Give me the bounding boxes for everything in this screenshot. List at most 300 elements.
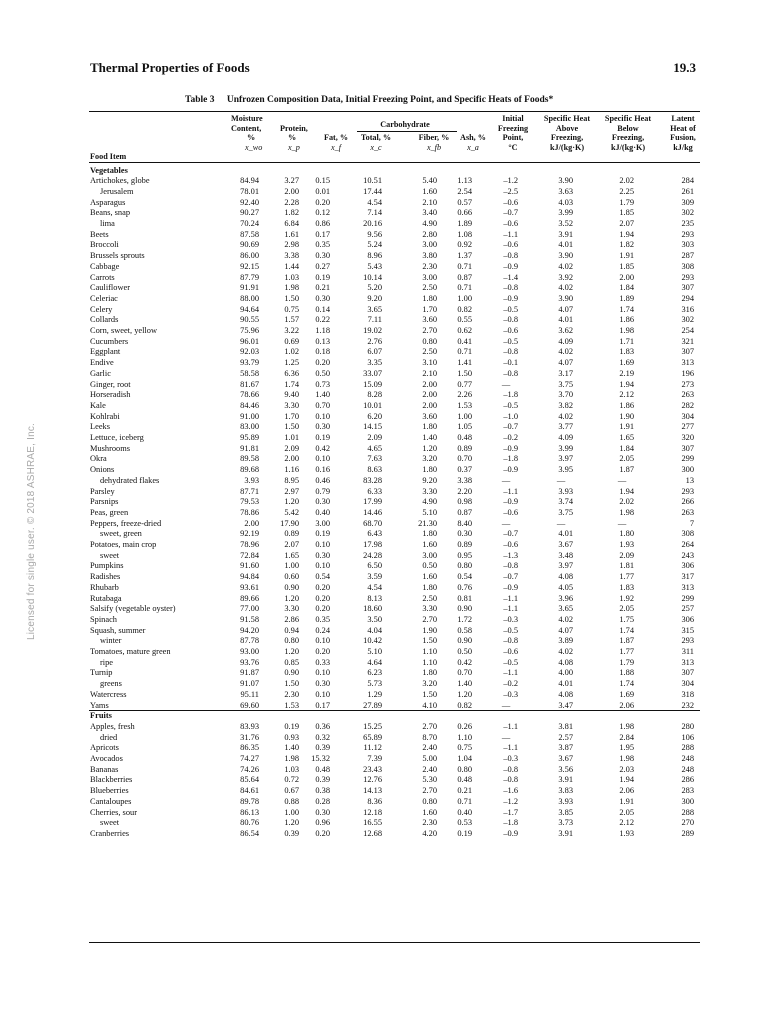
cell-moisture: 91.60 <box>240 561 259 571</box>
cell-moisture: 89.68 <box>240 465 259 475</box>
food-item-name: lima <box>100 219 115 228</box>
cell-fat: 0.10 <box>315 561 330 571</box>
cell-fat: 0.39 <box>315 743 330 753</box>
cell-carb-fiber: 2.00 <box>422 379 437 389</box>
cell-moisture: 93.79 <box>240 358 259 368</box>
table-title: Unfrozen Composition Data, Initial Freezing Point, and Specific Heats of Foods* <box>226 95 554 105</box>
cell-fat: 0.20 <box>315 647 330 656</box>
cell-specific-heat-below: 2.84 <box>619 732 634 742</box>
cell-protein: 17.90 <box>280 518 299 528</box>
cell-protein: 0.39 <box>284 828 299 838</box>
cell-fat: 0.35 <box>315 240 330 250</box>
cell-moisture: 89.78 <box>240 796 259 806</box>
cell-carb-fiber: 2.30 <box>422 818 437 828</box>
header-moisture: Moisture Content, % x_wo <box>231 114 263 152</box>
cell-latent-heat: 293 <box>681 486 694 496</box>
cell-specific-heat-above: 3.74 <box>558 497 573 507</box>
cell-carb-total: 8.63 <box>367 465 382 475</box>
cell-ash: 0.57 <box>457 197 472 207</box>
cell-specific-heat-below: 1.93 <box>619 540 634 549</box>
food-item-name: Celeriac <box>90 293 118 303</box>
cell-carb-fiber: 4.90 <box>422 497 437 507</box>
cell-specific-heat-above: 3.96 <box>558 593 573 603</box>
food-item-name: Spinach <box>90 614 117 624</box>
cell-carb-fiber: 2.00 <box>422 400 437 410</box>
cell-fat: 0.54 <box>315 572 330 582</box>
cell-carb-fiber: 3.60 <box>422 315 437 325</box>
cell-ash: 0.48 <box>457 775 472 785</box>
cell-carb-total: 15.25 <box>363 721 382 731</box>
cell-specific-heat-above: 3.81 <box>558 721 573 731</box>
cell-specific-heat-above: 3.62 <box>558 326 573 335</box>
cell-specific-heat-below: 1.81 <box>619 561 634 571</box>
cell-latent-heat: 306 <box>681 614 694 624</box>
cell-specific-heat-above: 3.67 <box>558 540 573 549</box>
cell-specific-heat-above: 4.08 <box>558 657 573 667</box>
cell-specific-heat-below: 1.92 <box>619 593 634 603</box>
cell-freezing-point: –0.8 <box>503 764 518 774</box>
cell-moisture: 78.86 <box>240 507 259 517</box>
cell-latent-heat: 293 <box>681 229 694 239</box>
cell-moisture: 86.35 <box>240 743 259 753</box>
cell-latent-heat: 273 <box>681 379 694 389</box>
cell-specific-heat-above: 3.56 <box>558 764 573 774</box>
cell-specific-heat-below: 1.91 <box>619 422 634 432</box>
cell-specific-heat-below: 1.87 <box>619 465 634 475</box>
cell-carb-total: 33.07 <box>363 368 382 378</box>
cell-carb-total: 10.42 <box>363 636 382 646</box>
cell-latent-heat: 263 <box>681 507 694 517</box>
food-item-name: Brussels sprouts <box>90 251 145 261</box>
cell-fat: 0.96 <box>315 818 330 828</box>
food-item-name: dehydrated flakes <box>100 475 160 485</box>
cell-carb-total: 19.02 <box>363 326 382 335</box>
cell-ash: 0.50 <box>457 647 472 656</box>
food-item-name: dried <box>100 732 118 742</box>
cell-fat: 0.48 <box>315 764 330 774</box>
cell-carb-total: 23.43 <box>363 764 382 774</box>
cell-carb-fiber: 5.30 <box>422 775 437 785</box>
cell-specific-heat-above: 3.47 <box>558 700 573 710</box>
cell-fat: 0.20 <box>315 593 330 603</box>
page-number: 19.3 <box>673 60 696 75</box>
cell-fat: 0.35 <box>315 614 330 624</box>
cell-moisture: 96.01 <box>240 336 259 346</box>
food-item-name: Kohlrabi <box>90 411 120 421</box>
license-watermark: Licensed for single user. © 2018 ASHRAE, Inc. <box>26 422 37 640</box>
food-item-name: Apricots <box>90 743 119 753</box>
cell-moisture: 70.24 <box>240 219 259 228</box>
cell-specific-heat-below: 1.69 <box>619 358 634 368</box>
cell-moisture: 3.93 <box>244 475 259 485</box>
cell-carb-total: 3.59 <box>367 572 382 582</box>
cell-ash: 0.70 <box>457 454 472 464</box>
cell-fat: 1.18 <box>315 326 330 335</box>
cell-fat: 0.30 <box>315 422 330 432</box>
cell-specific-heat-above: 4.08 <box>558 572 573 582</box>
cell-fat: 0.01 <box>315 186 330 196</box>
cell-specific-heat-above: 3.92 <box>558 272 573 282</box>
food-item-name: Okra <box>90 454 107 464</box>
cell-carb-fiber: 3.80 <box>422 251 437 261</box>
cell-protein: 1.20 <box>284 593 299 603</box>
cell-protein: 2.07 <box>284 540 299 549</box>
cell-carb-fiber: 5.00 <box>422 754 437 763</box>
cell-protein: 6.84 <box>284 219 299 228</box>
food-item-name: Potatoes, main crop <box>90 540 157 549</box>
cell-fat: 0.39 <box>315 775 330 785</box>
cell-specific-heat-below: 1.65 <box>619 433 634 442</box>
cell-carb-fiber: 1.70 <box>422 304 437 314</box>
cell-moisture: 93.00 <box>240 647 259 656</box>
cell-ash: 0.70 <box>457 668 472 678</box>
food-item-name: Cherries, sour <box>90 807 137 817</box>
cell-latent-heat: 307 <box>681 668 694 678</box>
cell-ash: 1.53 <box>457 400 472 410</box>
cell-ash: 0.98 <box>457 497 472 507</box>
cell-freezing-point: –0.5 <box>503 400 518 410</box>
cell-moisture: 91.81 <box>240 443 259 453</box>
cell-carb-total: 7.14 <box>367 208 382 218</box>
cell-specific-heat-above: 3.90 <box>558 176 573 186</box>
cell-carb-total: 2.76 <box>367 336 382 346</box>
cell-specific-heat-below: 2.09 <box>619 550 634 560</box>
cell-carb-total: 5.20 <box>367 283 382 293</box>
cell-ash: 0.54 <box>457 572 472 582</box>
cell-carb-fiber: 2.00 <box>422 390 437 400</box>
cell-moisture: 84.61 <box>240 786 259 796</box>
cell-protein: 2.09 <box>284 443 299 453</box>
cell-ash: 1.50 <box>457 368 472 378</box>
cell-freezing-point: –0.8 <box>503 347 518 357</box>
cell-freezing-point: — <box>501 379 511 389</box>
cell-specific-heat-above: 3.90 <box>558 251 573 261</box>
cell-fat: 0.19 <box>315 272 330 282</box>
cell-freezing-point: –1.8 <box>503 454 518 464</box>
cell-ash: 0.89 <box>457 443 472 453</box>
cell-fat: 0.70 <box>315 400 330 410</box>
cell-moisture: 74.26 <box>240 764 259 774</box>
cell-latent-heat: 284 <box>681 176 694 186</box>
cell-freezing-point: –1.6 <box>503 786 518 796</box>
cell-protein: 8.95 <box>284 475 299 485</box>
cell-latent-heat: 313 <box>681 582 694 592</box>
cell-freezing-point: –0.8 <box>503 315 518 325</box>
food-item-name: Kale <box>90 400 106 410</box>
cell-protein: 0.69 <box>284 336 299 346</box>
cell-protein: 0.94 <box>284 625 299 635</box>
cell-specific-heat-below: 1.74 <box>619 304 634 314</box>
cell-protein: 0.88 <box>284 796 299 806</box>
cell-freezing-point: –0.8 <box>503 368 518 378</box>
cell-specific-heat-below: 1.77 <box>619 572 634 582</box>
cell-latent-heat: 318 <box>681 689 694 699</box>
cell-specific-heat-below: 2.05 <box>619 454 634 464</box>
cell-carb-total: 12.76 <box>363 775 382 785</box>
cell-latent-heat: 308 <box>681 529 694 539</box>
food-item-name: Asparagus <box>90 197 126 207</box>
cell-freezing-point: –0.1 <box>503 358 518 368</box>
cell-specific-heat-above: 3.52 <box>558 219 573 228</box>
cell-carb-fiber: 2.30 <box>422 261 437 271</box>
cell-ash: 2.54 <box>457 186 472 196</box>
cell-carb-total: 20.16 <box>363 219 382 228</box>
cell-latent-heat: 302 <box>681 208 694 218</box>
cell-ash: 2.20 <box>457 486 472 496</box>
cell-protein: 1.25 <box>284 358 299 368</box>
cell-moisture: 91.87 <box>240 668 259 678</box>
cell-specific-heat-below: 1.98 <box>619 721 634 731</box>
cell-specific-heat-below: 1.98 <box>619 754 634 763</box>
cell-carb-fiber: 2.70 <box>422 326 437 335</box>
cell-specific-heat-above: 3.93 <box>558 796 573 806</box>
cell-moisture: 95.89 <box>240 433 259 442</box>
cell-specific-heat-above: 3.87 <box>558 743 573 753</box>
cell-specific-heat-above: 4.07 <box>558 358 573 368</box>
cell-carb-total: 3.65 <box>367 304 382 314</box>
cell-specific-heat-below: 1.79 <box>619 657 634 667</box>
cell-fat: 0.28 <box>315 796 330 806</box>
cell-protein: 0.85 <box>284 657 299 667</box>
cell-moisture: 74.27 <box>240 754 259 763</box>
cell-freezing-point: –0.2 <box>503 433 518 442</box>
cell-latent-heat: 263 <box>681 390 694 400</box>
cell-moisture: 92.15 <box>240 261 259 271</box>
cell-carb-total: 18.60 <box>363 604 382 614</box>
food-item-name: Corn, sweet, yellow <box>90 326 157 335</box>
cell-latent-heat: 321 <box>681 336 694 346</box>
cell-specific-heat-below: 2.02 <box>619 497 634 507</box>
cell-fat: 0.30 <box>315 497 330 507</box>
cell-specific-heat-above: 4.09 <box>558 336 573 346</box>
cell-fat: 0.13 <box>315 336 330 346</box>
cell-carb-fiber: 3.60 <box>422 411 437 421</box>
cell-moisture: 89.66 <box>240 593 259 603</box>
cell-fat: 0.50 <box>315 368 330 378</box>
cell-moisture: 87.79 <box>240 272 259 282</box>
cell-specific-heat-above: 3.63 <box>558 186 573 196</box>
cell-specific-heat-below: 1.83 <box>619 582 634 592</box>
food-item-name: Parsley <box>90 486 115 496</box>
cell-specific-heat-below: 1.94 <box>619 775 634 785</box>
cell-moisture: 89.58 <box>240 454 259 464</box>
cell-latent-heat: 307 <box>681 347 694 357</box>
cell-carb-total: 11.12 <box>363 743 382 753</box>
food-item-name: Collards <box>90 315 119 325</box>
cell-fat: 0.30 <box>315 679 330 689</box>
cell-carb-fiber: 1.80 <box>422 465 437 475</box>
food-item-name: Apples, fresh <box>90 721 135 731</box>
cell-carb-total: 6.50 <box>367 561 382 571</box>
food-item-name: Parsnips <box>90 497 119 507</box>
cell-ash: 1.04 <box>457 754 472 763</box>
cell-latent-heat: 282 <box>681 400 694 410</box>
cell-carb-total: 6.43 <box>367 529 382 539</box>
cell-latent-heat: 306 <box>681 561 694 571</box>
cell-carb-fiber: 2.50 <box>422 347 437 357</box>
cell-carb-total: 2.09 <box>367 433 382 442</box>
food-item-name: sweet, green <box>100 529 142 539</box>
carbohydrate-group-rule <box>357 131 457 132</box>
cell-specific-heat-above: — <box>556 518 566 528</box>
cell-latent-heat: 266 <box>681 497 694 507</box>
cell-specific-heat-above: 3.75 <box>558 379 573 389</box>
cell-carb-total: 3.35 <box>367 358 382 368</box>
cell-carb-fiber: 2.10 <box>422 197 437 207</box>
cell-carb-fiber: 1.60 <box>422 572 437 582</box>
cell-carb-fiber: 1.40 <box>422 433 437 442</box>
cell-freezing-point: –0.6 <box>503 326 518 335</box>
cell-latent-heat: 283 <box>681 786 694 796</box>
cell-latent-heat: 248 <box>681 754 694 763</box>
cell-moisture: 83.93 <box>240 721 259 731</box>
cell-protein: 1.57 <box>284 315 299 325</box>
header-carbohydrate-group: Carbohydrate <box>380 120 430 129</box>
cell-latent-heat: 294 <box>681 293 694 303</box>
cell-freezing-point: — <box>501 732 511 742</box>
cell-ash: 0.87 <box>457 507 472 517</box>
cell-carb-total: 4.54 <box>367 582 382 592</box>
cell-latent-heat: 270 <box>681 818 694 828</box>
cell-specific-heat-above: 4.02 <box>558 647 573 656</box>
cell-latent-heat: 307 <box>681 443 694 453</box>
cell-specific-heat-below: 1.89 <box>619 293 634 303</box>
food-item-name: Cauliflower <box>90 283 131 293</box>
cell-latent-heat: 313 <box>681 358 694 368</box>
cell-latent-heat: 7 <box>689 518 694 528</box>
food-item-name: winter <box>100 636 122 646</box>
cell-moisture: 86.54 <box>240 828 259 838</box>
cell-specific-heat-above: 3.48 <box>558 550 573 560</box>
cell-freezing-point: –0.7 <box>503 422 518 432</box>
cell-protein: 1.20 <box>284 497 299 507</box>
cell-latent-heat: 313 <box>681 657 694 667</box>
cell-specific-heat-below: 1.90 <box>619 411 634 421</box>
cell-moisture: 81.67 <box>240 379 259 389</box>
cell-ash: 0.42 <box>457 657 472 667</box>
cell-specific-heat-above: — <box>556 475 566 485</box>
food-item-name: Cantaloupes <box>90 796 132 806</box>
cell-freezing-point: –0.3 <box>503 614 518 624</box>
cell-specific-heat-below: 1.91 <box>619 251 634 261</box>
cell-moisture: 58.58 <box>240 368 259 378</box>
cell-specific-heat-above: 4.02 <box>558 614 573 624</box>
cell-moisture: 77.00 <box>240 604 259 614</box>
cell-specific-heat-below: 1.74 <box>619 679 634 689</box>
cell-specific-heat-above: 3.91 <box>558 828 573 838</box>
cell-moisture: 87.78 <box>240 636 259 646</box>
cell-fat: 0.20 <box>315 582 330 592</box>
food-item-name: Ginger, root <box>90 379 131 389</box>
cell-specific-heat-above: 4.09 <box>558 433 573 442</box>
cell-carb-total: 5.73 <box>367 679 382 689</box>
food-item-name: Cabbage <box>90 261 120 271</box>
cell-carb-total: 4.54 <box>367 197 382 207</box>
cell-moisture: 91.07 <box>240 679 259 689</box>
cell-latent-heat: 243 <box>681 550 694 560</box>
cell-freezing-point: –0.9 <box>503 261 518 271</box>
cell-carb-fiber: 3.30 <box>422 604 437 614</box>
cell-fat: 0.17 <box>315 229 330 239</box>
cell-ash: 0.75 <box>457 743 472 753</box>
cell-moisture: 94.64 <box>240 304 259 314</box>
cell-freezing-point: –0.9 <box>503 443 518 453</box>
cell-carb-fiber: 2.40 <box>422 764 437 774</box>
cell-specific-heat-below: 1.84 <box>619 283 634 293</box>
cell-specific-heat-below: 1.94 <box>619 379 634 389</box>
header-ash: Ash, % x_a <box>460 133 486 152</box>
header-protein: Protein, % x_p <box>280 123 308 152</box>
cell-specific-heat-above: 3.95 <box>558 465 573 475</box>
cell-protein: 3.38 <box>284 251 299 261</box>
food-item-name: Peas, green <box>90 507 129 517</box>
cell-carb-fiber: 3.00 <box>422 240 437 250</box>
food-item-name: Garlic <box>90 368 111 378</box>
cell-carb-fiber: 2.80 <box>422 229 437 239</box>
cell-freezing-point: –0.9 <box>503 582 518 592</box>
cell-protein: 1.98 <box>284 283 299 293</box>
cell-specific-heat-above: 3.17 <box>558 368 573 378</box>
cell-ash: 0.37 <box>457 465 472 475</box>
food-item-name: Blackberries <box>90 775 133 785</box>
cell-fat: 0.36 <box>315 721 330 731</box>
header-carb-fiber: Fiber, % x_fb <box>418 133 450 152</box>
cell-protein: 3.30 <box>284 604 299 614</box>
cell-protein: 1.16 <box>284 465 299 475</box>
cell-fat: 0.10 <box>315 454 330 464</box>
cell-ash: 0.40 <box>457 807 472 817</box>
cell-specific-heat-above: 4.02 <box>558 347 573 357</box>
cell-freezing-point: –0.3 <box>503 754 518 763</box>
cell-carb-total: 8.36 <box>367 796 382 806</box>
cell-fat: 0.10 <box>315 689 330 699</box>
cell-fat: 0.10 <box>315 411 330 421</box>
cell-specific-heat-above: 4.00 <box>558 668 573 678</box>
food-item-name: Cucumbers <box>90 336 129 346</box>
cell-protein: 2.98 <box>284 240 299 250</box>
cell-fat: 0.12 <box>315 208 330 218</box>
cell-carb-fiber: 2.10 <box>422 368 437 378</box>
cell-protein: 3.22 <box>284 326 299 335</box>
cell-carb-total: 68.70 <box>363 518 382 528</box>
cell-fat: 0.10 <box>315 668 330 678</box>
cell-carb-total: 4.64 <box>367 657 382 667</box>
cell-protein: 1.65 <box>284 550 299 560</box>
cell-latent-heat: 308 <box>681 261 694 271</box>
cell-carb-fiber: 2.70 <box>422 786 437 796</box>
cell-fat: 0.40 <box>315 507 330 517</box>
cell-freezing-point: –0.8 <box>503 283 518 293</box>
cell-carb-total: 5.24 <box>367 240 382 250</box>
cell-protein: 2.97 <box>284 486 299 496</box>
cell-fat: 0.19 <box>315 433 330 442</box>
cell-protein: 3.27 <box>284 176 299 186</box>
cell-freezing-point: –1.4 <box>503 272 518 282</box>
cell-fat: 1.40 <box>315 390 330 400</box>
cell-moisture: 93.76 <box>240 657 259 667</box>
cell-latent-heat: 302 <box>681 315 694 325</box>
cell-specific-heat-below: 2.05 <box>619 604 634 614</box>
cell-fat: 3.00 <box>315 518 330 528</box>
cell-carb-total: 6.33 <box>367 486 382 496</box>
header-specific-heat-above: Specific Heat Above Freezing, kJ/(kg·K) <box>543 114 591 152</box>
cell-carb-fiber: 3.00 <box>422 550 437 560</box>
cell-protein: 0.89 <box>284 529 299 539</box>
cell-protein: 1.03 <box>284 764 299 774</box>
cell-protein: 2.28 <box>284 197 299 207</box>
cell-fat: 0.20 <box>315 828 330 838</box>
section-rule <box>89 710 700 711</box>
